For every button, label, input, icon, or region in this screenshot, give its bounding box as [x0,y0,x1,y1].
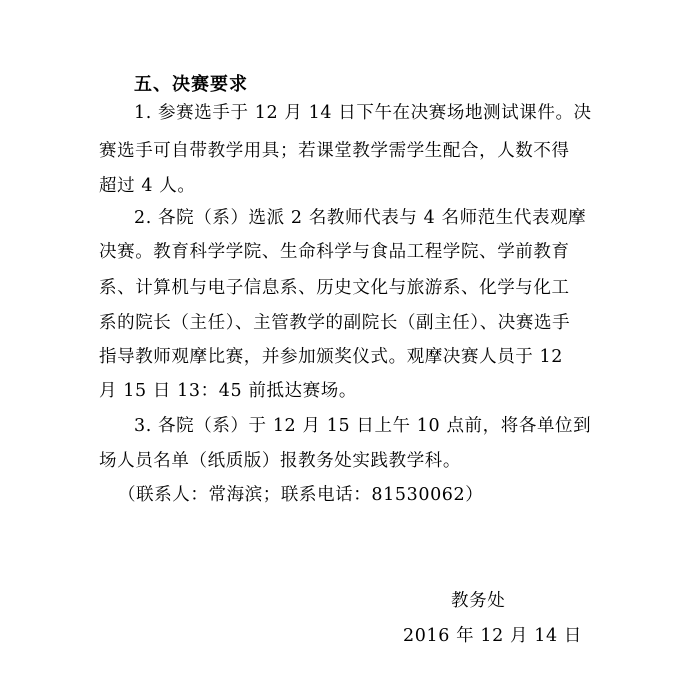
paragraph-3-line-2: 场人员名单（纸质版）报教务处实践教学科。 [99,451,461,471]
paragraph-3-line-1: 3. 各院（系）于 12 月 15 日上午 10 点前，将各单位到 [134,416,592,436]
paragraph-2-line-6: 月 15 日 13：45 前抵达赛场。 [99,381,357,401]
paragraph-2-line-3: 系、计算机与电子信息系、历史文化与旅游系、化学与化工 [99,278,570,298]
issuing-office: 教务处 [451,591,506,611]
paragraph-2-line-1: 2. 各院（系）选派 2 名教师代表与 4 名师范生代表观摩 [134,208,587,228]
contact-line: （联系人：常海滨；联系电话：81530062） [118,485,484,505]
paragraph-2-line-2: 决赛。教育科学学院、生命科学与食品工程学院、学前教育 [99,242,570,262]
paragraph-1-line-2: 赛选手可自带教学用具；若课堂教学需学生配合，人数不得 [99,141,570,161]
section-heading: 五、决赛要求 [134,74,248,95]
issue-date: 2016 年 12 月 14 日 [403,626,582,646]
paragraph-2-line-5: 指导教师观摩比赛，并参加颁奖仪式。观摩决赛人员于 12 [99,347,564,367]
paragraph-1-line-1: 1. 参赛选手于 12 月 14 日下午在决赛场地测试课件。决 [134,103,592,123]
paragraph-1-line-3: 超过 4 人。 [99,176,196,196]
paragraph-2-line-4: 系的院长（主任）、主管教学的副院长（副主任）、决赛选手 [99,313,571,333]
